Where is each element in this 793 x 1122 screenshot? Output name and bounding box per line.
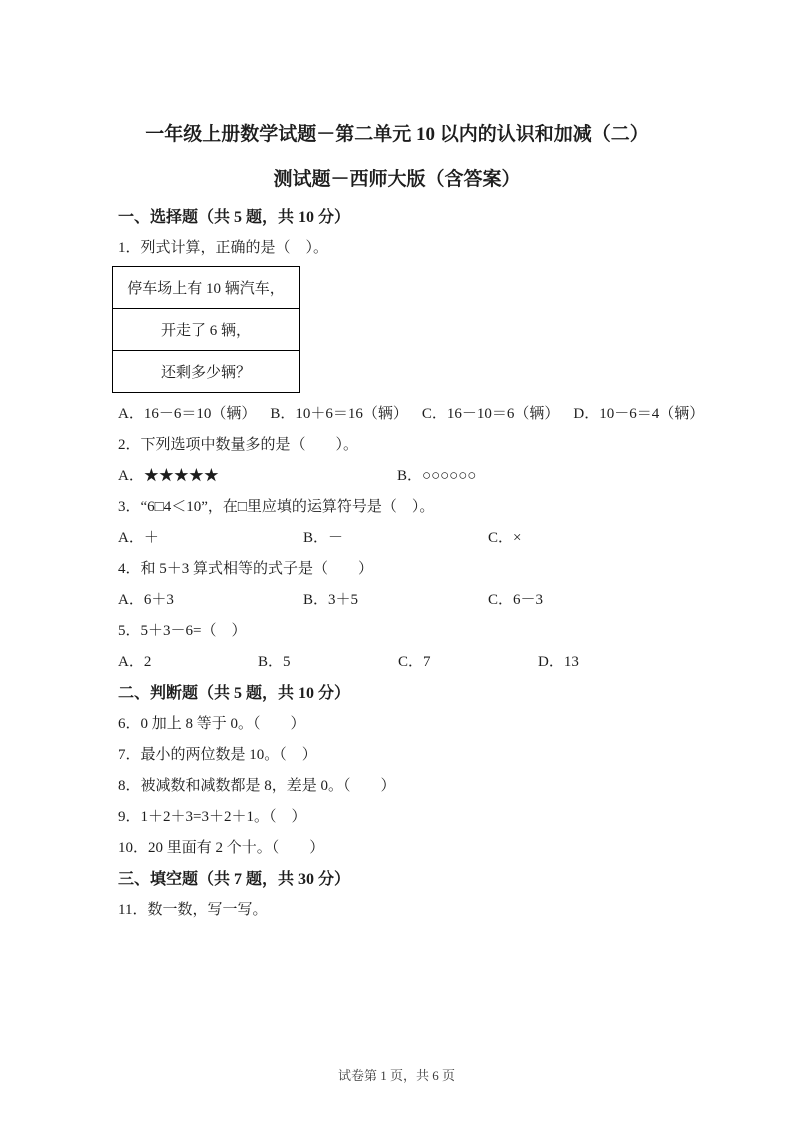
- question-9-text: 9．1＋2＋3=3＋2＋1。（ ）: [118, 809, 307, 825]
- question-6-text: 6．0 加上 8 等于 0。（ ）: [118, 716, 306, 732]
- section-heading-judge: 二、判断题（共 5 题，共 10 分）: [118, 685, 351, 702]
- question-5-text: 5．5＋3－6=（ ）: [118, 623, 247, 639]
- question-4-text: 4．和 5＋3 算式相等的式子是（ ）: [118, 561, 374, 577]
- question-5-option-a: A．2: [118, 654, 152, 670]
- word-problem-box-row-2: 开走了 6 辆，: [113, 308, 299, 350]
- question-2-options: [118, 461, 676, 492]
- section-heading-choice: 一、选择题（共 5 题，共 10 分）: [118, 209, 351, 226]
- question-4-option-c: C．6－3: [488, 592, 544, 608]
- question-3-option-b: B．－: [303, 530, 344, 546]
- question-4-option-a: A．6＋3: [118, 592, 174, 608]
- question-1-option-a: A．16－6＝10（辆）: [118, 406, 257, 422]
- question-5-option-c: C．7: [398, 654, 431, 670]
- question-5-option-b: B．5: [258, 654, 291, 670]
- question-10-text: 10．20 里面有 2 个十。（ ）: [118, 840, 325, 856]
- page-title-line-2: 测试题－西师大版（含答案）: [273, 169, 521, 190]
- question-2-option-a: A．★★★★★: [118, 468, 219, 484]
- question-3-text: 3．“6□4＜10”，在□里应填的运算符号是（ ）。: [118, 499, 435, 515]
- section-heading-fill: 三、填空题（共 7 题，共 30 分）: [118, 871, 351, 888]
- question-3-option-a: A．＋: [118, 530, 159, 546]
- question-1-option-c: C．16－10＝6（辆）: [421, 406, 560, 422]
- question-4-options: [118, 585, 676, 616]
- page-title-line-1: 一年级上册数学试题－第二单元 10 以内的认识和加减（二）: [145, 124, 649, 145]
- page-footer: 试卷第 1 页，共 6 页: [337, 1068, 455, 1083]
- question-2-option-b: B．○○○○○○: [397, 468, 477, 484]
- word-problem-box-row-3: 还剩多少辆？: [113, 350, 299, 392]
- question-2-text: 2．下列选项中数量多的是（ ）。: [118, 437, 359, 453]
- question-5-options: [118, 647, 676, 678]
- question-1-option-d: D．10－6＝4（辆）: [573, 406, 705, 422]
- question-5-option-d: D．13: [538, 654, 579, 670]
- question-8-text: 8．被减数和减数都是 8，差是 0。（ ）: [118, 778, 396, 794]
- question-4-option-b: B．3＋5: [303, 592, 359, 608]
- question-3-option-c: C．×: [488, 530, 522, 546]
- word-problem-box-row-1: 停车场上有 10 辆汽车，: [127, 281, 285, 297]
- question-7-text: 7．最小的两位数是 10。（ ）: [118, 747, 317, 763]
- page-title: [118, 112, 676, 202]
- question-3-options: [118, 523, 676, 554]
- question-1-option-b: B．10＋6＝16（辆）: [270, 406, 408, 422]
- question-1-text: 1．列式计算，正确的是（ ）。: [118, 240, 329, 256]
- question-1-word-problem-box: [112, 266, 300, 393]
- question-11-text: 11．数一数，写一写。: [118, 902, 268, 918]
- question-1-options: [118, 399, 705, 430]
